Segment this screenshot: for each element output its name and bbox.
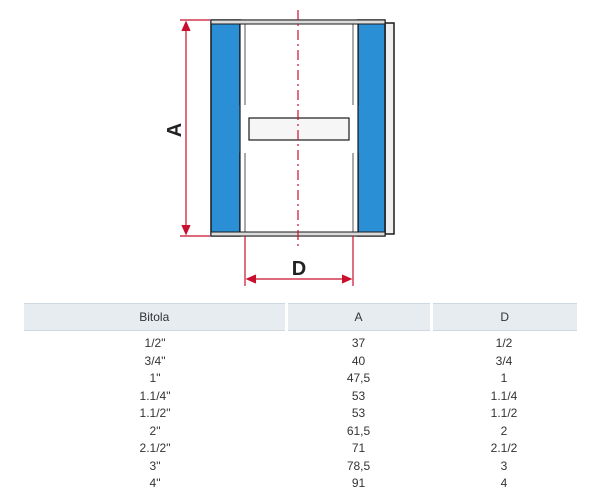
cell-bitola: 1.1/4" [139,388,171,403]
spec-table [24,303,577,493]
cell-a: 53 [351,388,366,403]
cell-a: 37 [351,336,366,350]
table-row [24,353,577,371]
cell-d: 3/4 [495,353,513,368]
cell-d: 2.1/2 [490,441,518,455]
outer-rim-right [385,23,394,234]
header-bitola: Bitola [24,304,286,331]
dimension-d-label: D [291,258,307,280]
cell-bitola: 3/4" [144,353,166,368]
cell-d: 1.1/2 [490,406,518,420]
cell-bitola: 1.1/2" [139,406,171,420]
cell-bitola: 3" [149,458,161,473]
cell-d: 1/2 [495,336,513,350]
cell-bitola: 2" [149,423,161,438]
cell-d: 1.1/4 [490,388,518,403]
cell-d: 2 [500,423,508,438]
table-row [24,475,577,493]
table-row [24,423,577,441]
cell-a: 91 [351,476,366,490]
cell-a: 47,5 [346,371,371,385]
cell-d: 4 [500,476,508,490]
cell-d: 3 [500,458,508,473]
cell-a: 71 [351,441,366,455]
table-row [24,331,577,353]
header-d: D [431,304,577,331]
cell-a: 61,5 [346,423,371,438]
cell-a: 53 [351,406,366,420]
cell-bitola: 2.1/2" [139,441,171,455]
table-row [24,440,577,458]
table-header-row [24,304,577,331]
cell-a: 40 [351,353,366,368]
cell-bitola: 4" [149,476,161,490]
dimension-a-label: A [164,122,186,138]
table-row [24,388,577,406]
table-row [24,405,577,423]
cell-d: 1 [500,371,508,385]
cell-a: 78,5 [346,458,371,473]
header-a: A [286,304,431,331]
cell-bitola: 1" [149,371,161,385]
cell-bitola: 1/2" [144,336,166,350]
center-ring [249,118,349,140]
table-row [24,370,577,388]
table-row [24,458,577,476]
